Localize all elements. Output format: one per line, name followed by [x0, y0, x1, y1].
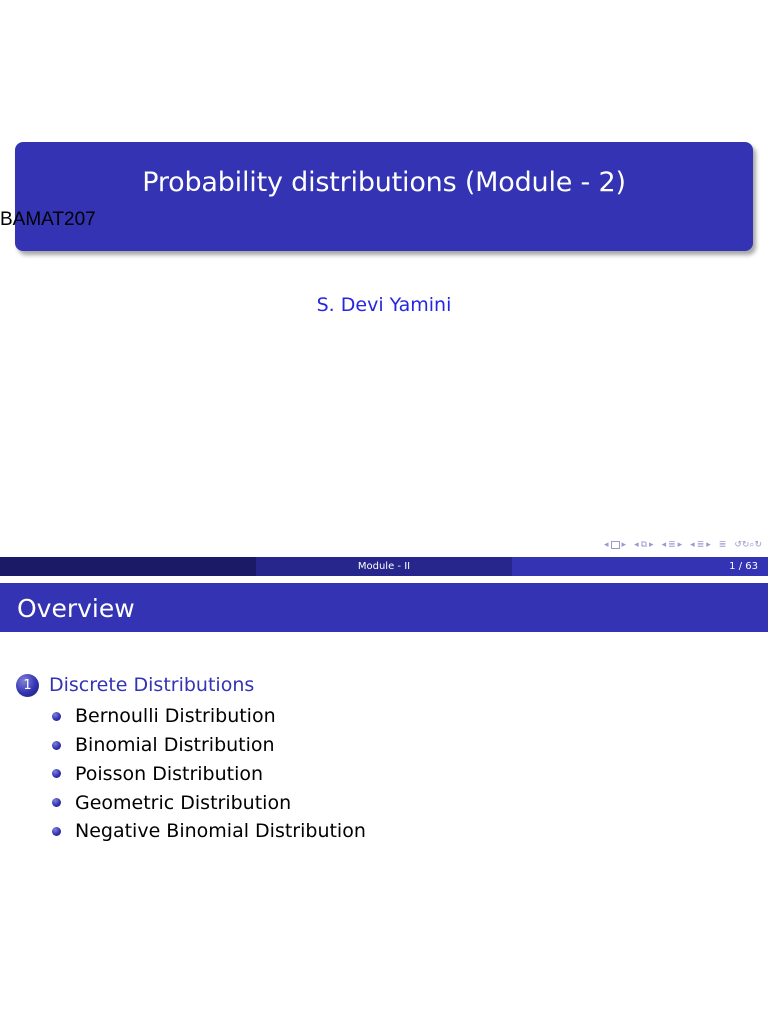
bullet-icon	[52, 769, 61, 778]
toc-subsection-item[interactable]	[52, 788, 366, 817]
bullet-icon	[52, 712, 61, 721]
nav-right-arrow-icon[interactable]: ▸	[621, 540, 627, 550]
nav-frame-icon[interactable]	[611, 541, 620, 549]
footer-page-number: 1 / 63	[512, 557, 768, 576]
bullet-icon	[52, 741, 61, 750]
toc-subsection-label[interactable]: Bernoulli Distribution	[75, 705, 276, 728]
author-name: S. Devi Yamini	[316, 294, 452, 316]
nav-left-arrow-icon[interactable]: ◂	[604, 540, 609, 550]
toc-subsection-item[interactable]	[52, 731, 366, 760]
nav-section-controls[interactable]	[662, 540, 683, 550]
section-number-ball: 1	[16, 674, 39, 697]
nav-frame-controls[interactable]	[604, 540, 626, 550]
beamer-navigation-bar	[604, 538, 762, 552]
nav-search-icon[interactable]: ↺↻⌕↻	[734, 540, 762, 550]
toc-section-item[interactable]	[16, 673, 254, 697]
toc-subsection-item[interactable]	[52, 817, 366, 846]
nav-right-arrow-icon[interactable]: ▸	[706, 540, 711, 550]
nav-subsection-controls[interactable]	[634, 540, 654, 550]
toc-section-label[interactable]: Discrete Distributions	[49, 674, 255, 696]
nav-right-arrow-icon[interactable]: ▸	[677, 540, 683, 550]
toc-subsection-label[interactable]: Negative Binomial Distribution	[75, 820, 366, 843]
frame-title: Overview	[17, 594, 135, 623]
bullet-icon	[52, 798, 61, 807]
nav-document-controls[interactable]	[690, 540, 711, 550]
nav-subsection-icon[interactable]: ⧉	[640, 540, 648, 550]
toc-subsection-item[interactable]	[52, 760, 366, 789]
title-box	[15, 142, 753, 251]
toc-subsection-label[interactable]: Binomial Distribution	[75, 734, 275, 757]
nav-left-arrow-icon[interactable]: ◂	[634, 540, 639, 550]
toc-subsection-label[interactable]: Geometric Distribution	[75, 791, 292, 814]
slide-footer	[0, 557, 768, 576]
toc-subsection-list	[52, 702, 366, 846]
nav-left-arrow-icon[interactable]: ◂	[690, 540, 695, 550]
presentation-subtitle: BAMAT207	[0, 209, 96, 230]
nav-right-arrow-icon[interactable]: ▸	[649, 540, 654, 550]
overview-slide	[0, 576, 768, 1024]
toc-subsection-label[interactable]: Poisson Distribution	[75, 762, 264, 785]
nav-document-icon[interactable]: ≣	[696, 540, 705, 550]
footer-module-label: Module - II	[256, 557, 512, 576]
nav-left-arrow-icon[interactable]: ◂	[661, 540, 667, 550]
bullet-icon	[52, 827, 61, 836]
presentation-title: Probability distributions (Module - 2)	[142, 167, 626, 198]
frame-title-bar	[0, 583, 768, 632]
footer-left-segment	[0, 557, 256, 576]
nav-section-icon[interactable]: ≣	[668, 540, 676, 550]
toc-subsection-item[interactable]	[52, 702, 366, 731]
nav-toc-icon[interactable]: ≣	[718, 540, 727, 550]
